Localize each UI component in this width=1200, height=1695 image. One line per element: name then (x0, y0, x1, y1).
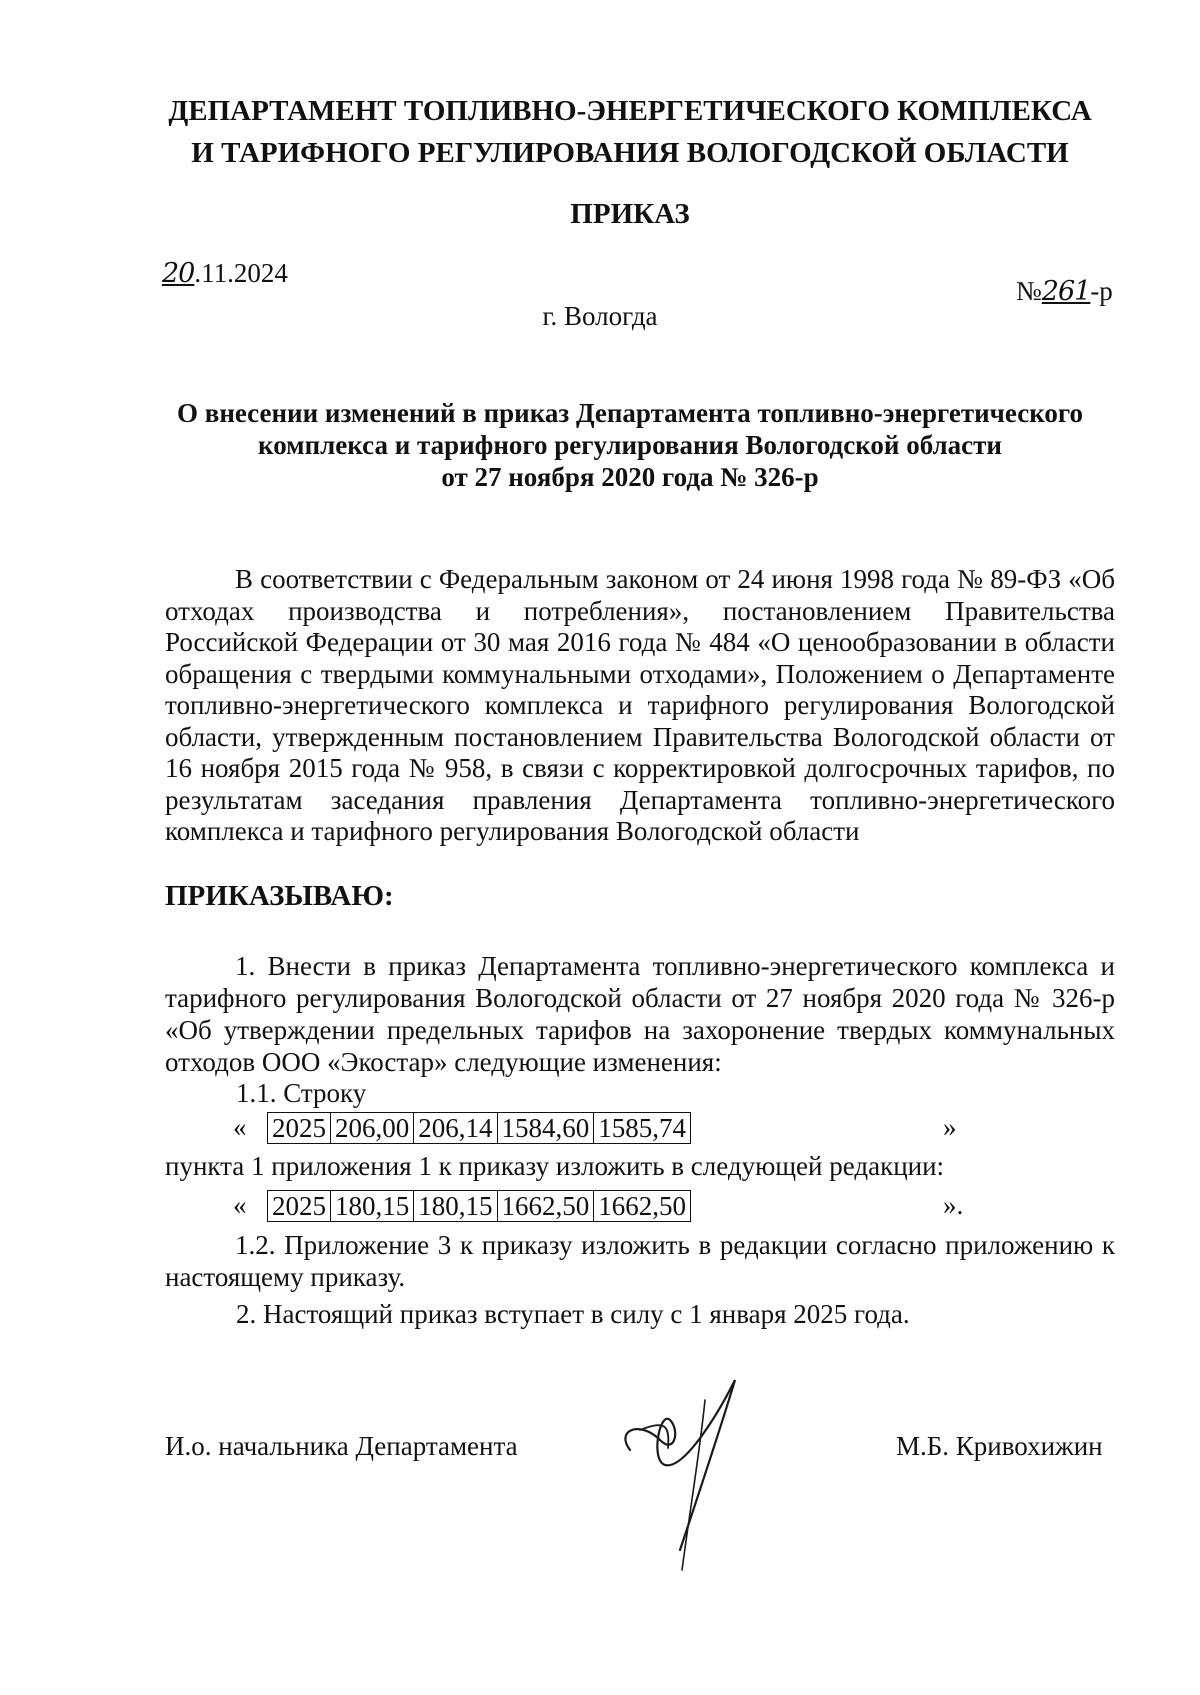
city: г. Вологда (542, 301, 658, 331)
order-title: ПРИКАЗ (570, 198, 690, 230)
table-cell: 180,15 (414, 1191, 497, 1222)
item-1-text: 1. Внести в приказ Департамента топливно-энергетического комплекса и тарифного регулирования Вологодской области от 27 ноября 2020 года № 326-р «Об утверждении предельных тарифов на захоронение твердых коммунальных отходов ООО «Экостар» следующие изменения: (165, 951, 1115, 1077)
item-1-1-intro: 1.1. Строку (236, 1078, 367, 1108)
orders-word: ПРИКАЗЫВАЮ: (165, 880, 394, 912)
open-quote: « (233, 1112, 247, 1142)
number-handwritten: 261 (1041, 276, 1091, 307)
table-row (268, 1191, 691, 1222)
table-cell: 1662,50 (594, 1191, 691, 1222)
item-2: 2. Настоящий приказ вступает в силу с 1 января 2025 года. (236, 1299, 910, 1329)
old-tariff-table (267, 1112, 691, 1144)
table-cell: 2025 (268, 1191, 331, 1222)
table-cell: 2025 (268, 1113, 331, 1144)
item-1-2-paragraph (165, 1229, 1115, 1293)
signatory-name: М.Б. Кривохижин (896, 1431, 1103, 1461)
preamble-paragraph (165, 564, 1115, 848)
handwritten-signature (610, 1370, 780, 1580)
number-prefix: № (1016, 276, 1042, 306)
number-suffix: -р (1090, 276, 1113, 306)
table-cell: 1584,60 (497, 1113, 594, 1144)
subject-line-1: О внесении изменений в приказ Департамента топливно-энергетического (176, 398, 1083, 428)
close-quote: » (943, 1112, 957, 1142)
date-day-handwritten: 20 (162, 258, 195, 289)
table-cell: 1585,74 (594, 1113, 691, 1144)
new-tariff-table (267, 1190, 691, 1222)
open-quote: « (233, 1190, 247, 1220)
item-1-1-mid: пункта 1 приложения 1 к приказу изложить в следующей редакции: (165, 1151, 945, 1181)
signatory-title: И.о. начальника Департамента (165, 1431, 518, 1461)
order-date (162, 258, 288, 289)
table-cell: 180,15 (331, 1191, 414, 1222)
date-rest: .11.2024 (194, 258, 288, 288)
close-quote: ». (943, 1190, 964, 1220)
preamble-text: В соответствии с Федеральным законом от 24 июня 1998 года № 89-ФЗ «Об отходах производства и потребления», постановлением Правительства Российской Федерации от 30 мая 2016 года № 484 «О ценообразовании в области обращения с твердыми коммунальными отходами», Положением о Департаменте топливно-энергетического комплекса и тарифного регулирования Вологодской области, утвержденным постановлением Правительства Вологодской области от 16 ноября 2015 года № 958, в связи с корректировкой долгосрочных тарифов, по результатам заседания правления Департамента топливно-энергетического комплекса и тарифного регулирования Вологодской области (165, 564, 1115, 846)
item-1-paragraph (165, 950, 1115, 1078)
table-row (268, 1113, 691, 1144)
table-cell: 206,14 (414, 1113, 497, 1144)
item-1-2-text: 1.2. Приложение 3 к приказу изложить в редакции согласно приложению к настоящему приказу. (165, 1230, 1115, 1292)
subject-line-2: комплекса и тарифного регулирования Вологодской области (258, 430, 1002, 460)
subject-line-3: от 27 ноября 2020 года № 326-р (441, 462, 819, 492)
table-cell: 206,00 (331, 1113, 414, 1144)
order-subject (150, 397, 1110, 493)
order-number (1016, 276, 1113, 307)
table-cell: 1662,50 (497, 1191, 594, 1222)
header-line-1: ДЕПАРТАМЕНТ ТОПЛИВНО-ЭНЕРГЕТИЧЕСКОГО КОМПЛЕКСА (168, 95, 1092, 127)
department-header (150, 90, 1110, 174)
header-line-2: И ТАРИФНОГО РЕГУЛИРОВАНИЯ ВОЛОГОДСКОЙ ОБЛАСТИ (191, 137, 1069, 169)
